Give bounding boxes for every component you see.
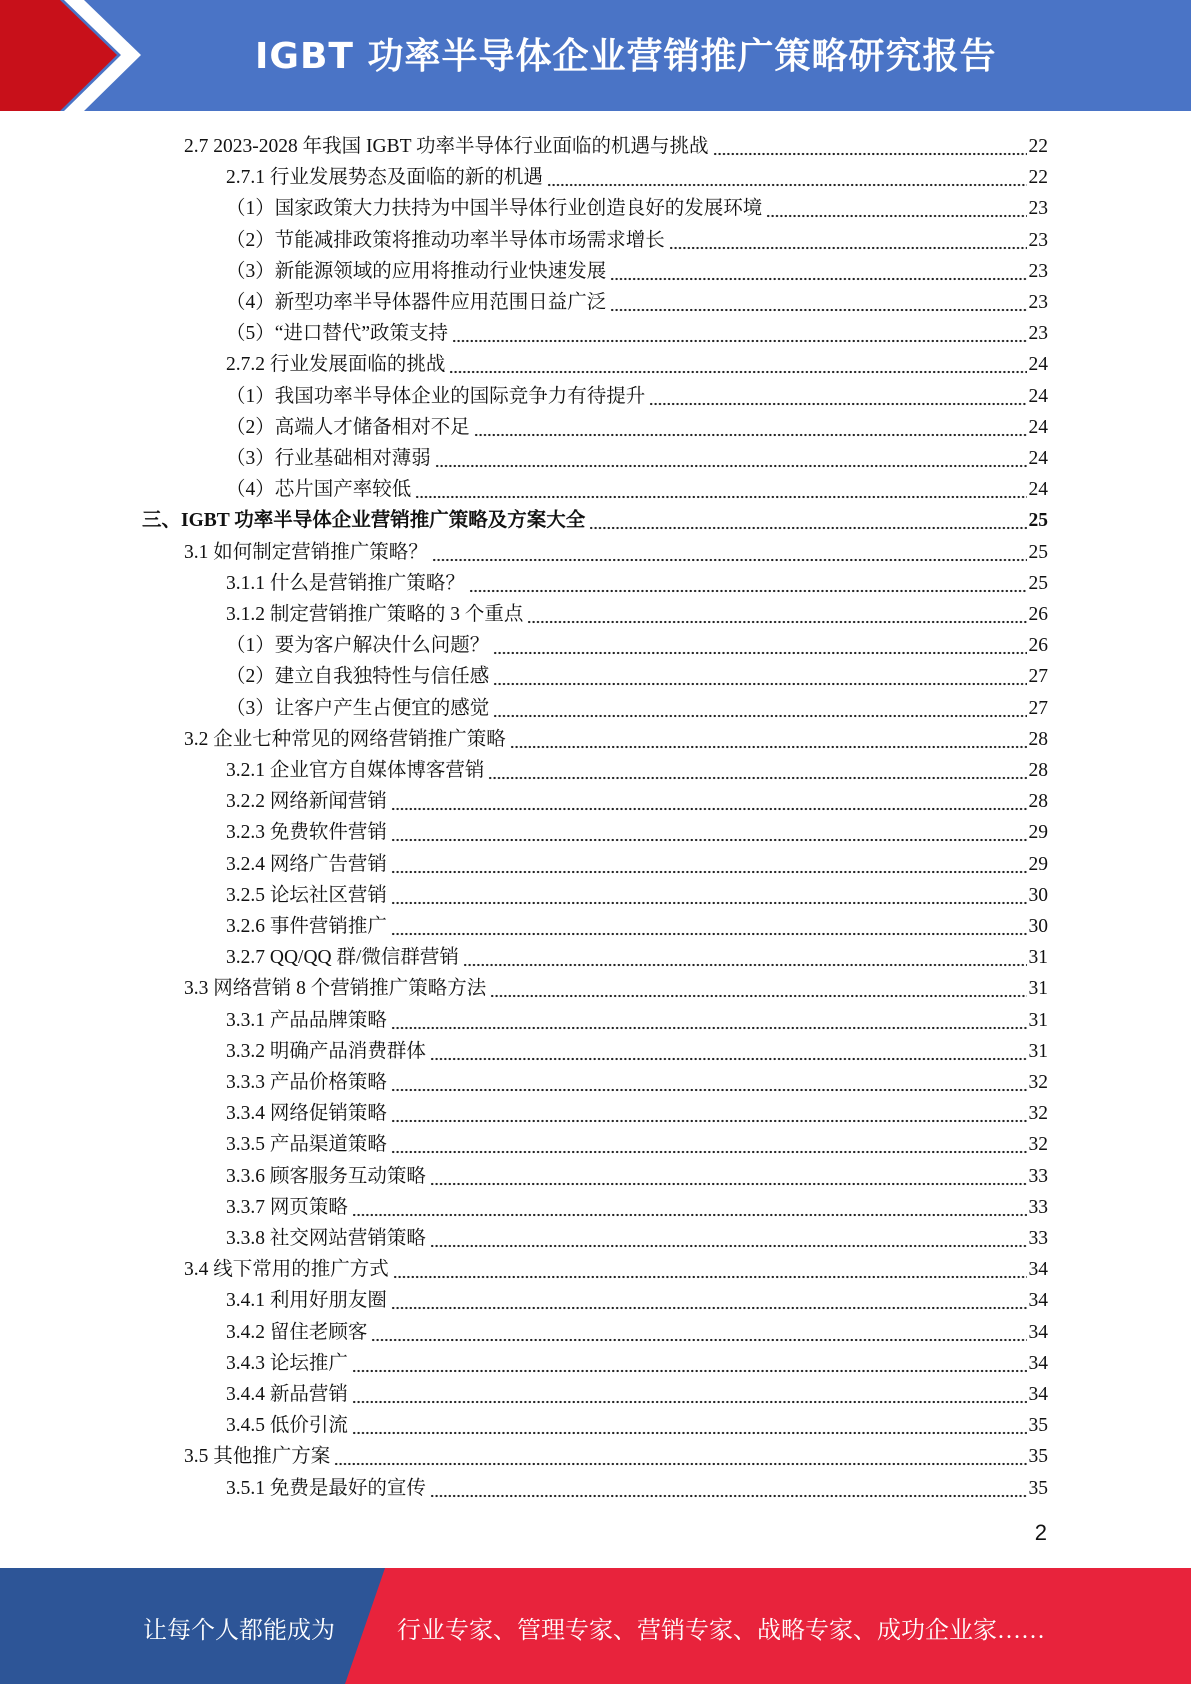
toc-entry-title: 3.3 网络营销 8 个营销推广策略方法 xyxy=(184,978,487,1000)
toc-leader-dots xyxy=(493,698,1026,718)
toc-leader-dots xyxy=(391,885,1027,905)
toc-entry-page: 25 xyxy=(1028,572,1048,594)
toc-leader-dots xyxy=(391,822,1027,842)
toc-leader-dots xyxy=(391,1134,1027,1154)
toc-leader-dots xyxy=(432,542,1027,562)
toc-leader-dots xyxy=(493,666,1026,686)
toc-entry[interactable] xyxy=(226,1282,1048,1313)
toc-entry[interactable] xyxy=(226,1064,1048,1095)
toc-entry-title: （5）“进口替代”政策支持 xyxy=(226,323,449,345)
toc-entry-title: 3.5.1 免费是最好的宣传 xyxy=(226,1477,426,1499)
toc-leader-dots xyxy=(352,1384,1027,1404)
toc-entry-page: 30 xyxy=(1028,916,1048,937)
toc-entry[interactable] xyxy=(226,1314,1048,1345)
toc-entry-page: 32 xyxy=(1028,1072,1048,1093)
toc-entry[interactable] xyxy=(226,190,1048,221)
toc-entry-title: 3.4.1 利用好朋友圈 xyxy=(226,1290,387,1312)
toc-entry-title: 3.3.2 明确产品消费群体 xyxy=(226,1040,426,1062)
toc-entry-page: 31 xyxy=(1028,978,1048,1000)
toc-entry[interactable] xyxy=(226,877,1048,908)
toc-leader-dots xyxy=(469,573,1027,593)
footer-slogan-left: 让每个人都能成为 xyxy=(143,1618,335,1644)
toc-entry-title: （2）建立自我独特性与信任感 xyxy=(226,666,490,688)
toc-entry[interactable] xyxy=(226,471,1048,502)
toc-leader-dots xyxy=(488,760,1026,780)
toc-entry-title: （4）芯片国产率较低 xyxy=(226,479,412,501)
toc-leader-dots xyxy=(713,136,1027,156)
toc-entry-title: 3.1 如何制定营销推广策略？ xyxy=(184,541,428,563)
toc-entry-title: （3）新能源领域的应用将推动行业快速发展 xyxy=(226,260,607,282)
toc-entry-page: 35 xyxy=(1028,1446,1048,1468)
toc-leader-dots xyxy=(391,1010,1027,1030)
toc-entry-page: 33 xyxy=(1028,1165,1048,1187)
toc-leader-dots xyxy=(493,635,1026,655)
toc-entry-page: 24 xyxy=(1028,354,1048,376)
toc-entry-page: 25 xyxy=(1028,510,1048,532)
toc-entry-title: 3.2 企业七种常见的网络营销推广策略 xyxy=(184,728,506,750)
toc-entry[interactable] xyxy=(226,1345,1048,1376)
toc-entry-page: 22 xyxy=(1028,136,1048,157)
toc-entry-title: （1）我国功率半导体企业的国际竞争力有待提升 xyxy=(226,385,646,407)
toc-entry[interactable] xyxy=(226,596,1048,627)
toc-entry[interactable] xyxy=(184,1438,1048,1469)
toc-entry-title: 2.7.1 行业发展势态及面临的新的机遇 xyxy=(226,167,543,189)
toc-entry-page: 23 xyxy=(1028,292,1048,313)
toc-entry-title: 3.4.5 低价引流 xyxy=(226,1415,348,1437)
toc-entry[interactable] xyxy=(226,1095,1048,1126)
toc-entry[interactable] xyxy=(226,814,1048,845)
toc-leader-dots xyxy=(474,417,1027,437)
toc-entry-title: （1）要为客户解决什么问题？ xyxy=(226,635,490,657)
toc-entry[interactable] xyxy=(226,440,1048,471)
toc-entry-page: 35 xyxy=(1028,1415,1048,1437)
toc-entry-page: 25 xyxy=(1028,541,1048,563)
toc-entry[interactable] xyxy=(184,970,1048,1001)
toc-entry-page: 34 xyxy=(1028,1259,1048,1281)
toc-entry[interactable] xyxy=(226,253,1048,284)
toc-leader-dots xyxy=(352,1197,1027,1217)
toc-entry-page: 24 xyxy=(1028,479,1048,501)
toc-leader-dots xyxy=(391,854,1027,874)
toc-entry-page: 34 xyxy=(1028,1352,1048,1374)
toc-entry-title: 3.3.4 网络促销策略 xyxy=(226,1103,387,1125)
toc-entry-page: 30 xyxy=(1028,884,1048,906)
toc-entry-page: 26 xyxy=(1028,635,1048,657)
toc-entry-page: 24 xyxy=(1028,385,1048,407)
toc-leader-dots xyxy=(391,916,1027,936)
toc-entry-page: 26 xyxy=(1028,604,1048,625)
toc-entry-title: 3.3.6 顾客服务互动策略 xyxy=(226,1165,426,1187)
toc-entry[interactable] xyxy=(184,128,1048,159)
toc-entry-page: 28 xyxy=(1028,791,1048,813)
toc-entry-title: 3.3.3 产品价格策略 xyxy=(226,1072,387,1093)
toc-entry-page: 22 xyxy=(1028,167,1048,189)
toc-entry-page: 23 xyxy=(1028,323,1048,345)
toc-entry-title: 3.4.3 论坛推广 xyxy=(226,1352,348,1374)
toc-entry[interactable] xyxy=(226,752,1048,783)
toc-leader-dots xyxy=(669,230,1027,250)
toc-entry[interactable] xyxy=(226,378,1048,409)
toc-entry[interactable] xyxy=(226,690,1048,721)
toc-entry[interactable] xyxy=(226,1126,1048,1157)
toc-entry[interactable] xyxy=(226,1002,1048,1033)
toc-leader-dots xyxy=(527,604,1026,624)
toc-leader-dots xyxy=(391,791,1027,811)
toc-entry-title: 3.4.4 新品营销 xyxy=(226,1384,348,1405)
toc-entry-title: 3.4.2 留住老顾客 xyxy=(226,1321,368,1343)
toc-entry-title: 三、IGBT 功率半导体企业营销推广策略及方案大全 xyxy=(142,510,586,532)
toc-leader-dots xyxy=(430,1166,1027,1186)
toc-leader-dots xyxy=(415,479,1026,499)
toc-entry[interactable] xyxy=(226,627,1048,658)
toc-entry[interactable] xyxy=(226,159,1048,190)
toc-leader-dots xyxy=(393,1259,1027,1279)
toc-entry[interactable] xyxy=(226,783,1048,814)
toc-leader-dots xyxy=(649,386,1026,406)
toc-entry[interactable] xyxy=(226,1158,1048,1189)
toc-entry-page: 31 xyxy=(1028,1009,1048,1031)
toc-entry-title: 3.3.8 社交网站营销策略 xyxy=(226,1228,426,1249)
toc-entry-page: 27 xyxy=(1028,697,1048,719)
toc-leader-dots xyxy=(435,448,1027,468)
toc-entry[interactable] xyxy=(184,721,1048,752)
toc-entry[interactable] xyxy=(226,1033,1048,1064)
toc-leader-dots xyxy=(391,1103,1027,1123)
toc-entry-title: 2.7.2 行业发展面临的挑战 xyxy=(226,354,446,376)
toc-entry-page: 33 xyxy=(1028,1228,1048,1249)
toc-leader-dots xyxy=(510,729,1027,749)
toc-entry-title: （3）行业基础相对薄弱 xyxy=(226,448,431,469)
toc-entry[interactable] xyxy=(184,1251,1048,1282)
toc-entry-title: 3.2.3 免费软件营销 xyxy=(226,822,387,844)
toc-entry[interactable] xyxy=(226,939,1048,970)
toc-entry-title: 3.3.1 产品品牌策略 xyxy=(226,1009,387,1031)
toc-entry[interactable] xyxy=(226,1189,1048,1220)
toc-entry-page: 31 xyxy=(1028,947,1048,969)
toc-entry[interactable] xyxy=(142,502,1048,533)
toc-entry-page: 34 xyxy=(1028,1321,1048,1343)
toc-entry-page: 34 xyxy=(1028,1384,1048,1405)
toc-entry-title: 3.3.7 网页策略 xyxy=(226,1196,348,1218)
toc-entry[interactable] xyxy=(226,222,1048,253)
toc-leader-dots xyxy=(463,947,1027,967)
page-header xyxy=(0,0,1191,111)
page-footer xyxy=(0,1568,1191,1684)
toc-entry-title: （2）高端人才储备相对不足 xyxy=(226,416,470,438)
toc-entry-page: 29 xyxy=(1028,822,1048,844)
toc-leader-dots xyxy=(610,261,1026,281)
toc-leader-dots xyxy=(391,1072,1027,1092)
header-chevron-decoration xyxy=(0,0,260,111)
toc-entry-title: 3.3.5 产品渠道策略 xyxy=(226,1134,387,1156)
report-title: IGBT 功率半导体企业营销推广策略研究报告 xyxy=(255,36,997,77)
toc-leader-dots xyxy=(766,198,1026,218)
toc-entry-page: 32 xyxy=(1028,1134,1048,1156)
toc-leader-dots xyxy=(610,292,1026,312)
toc-entry-page: 23 xyxy=(1028,198,1048,220)
toc-entry-page: 28 xyxy=(1028,760,1048,781)
toc-entry-title: 2.7 2023-2028 年我国 IGBT 功率半导体行业面临的机遇与挑战 xyxy=(184,136,709,157)
toc-entry[interactable] xyxy=(226,284,1048,315)
toc-leader-dots xyxy=(371,1322,1026,1342)
toc-entry-page: 23 xyxy=(1028,229,1048,251)
toc-entry-page: 24 xyxy=(1028,416,1048,438)
toc-entry-page: 29 xyxy=(1028,853,1048,875)
toc-entry-title: 3.2.7 QQ/QQ 群/微信群营销 xyxy=(226,947,459,969)
toc-entry-page: 24 xyxy=(1028,448,1048,469)
toc-leader-dots xyxy=(449,354,1026,374)
toc-entry-title: （1）国家政策大力扶持为中国半导体行业创造良好的发展环境 xyxy=(226,198,763,220)
toc-entry-title: 3.5 其他推广方案 xyxy=(184,1446,331,1468)
toc-entry-page: 34 xyxy=(1028,1290,1048,1312)
toc-entry[interactable] xyxy=(226,908,1048,939)
toc-leader-dots xyxy=(430,1041,1027,1061)
toc-entry-page: 31 xyxy=(1028,1040,1048,1062)
toc-entry-title: （3）让客户产生占便宜的感觉 xyxy=(226,697,490,719)
toc-leader-dots xyxy=(430,1228,1027,1248)
toc-entry-title: 3.2.1 企业官方自媒体博客营销 xyxy=(226,760,485,781)
toc-leader-dots xyxy=(490,978,1026,998)
toc-entry[interactable] xyxy=(226,346,1048,377)
toc-entry-page: 33 xyxy=(1028,1196,1048,1218)
toc-entry-title: 3.2.6 事件营销推广 xyxy=(226,916,387,937)
toc-leader-dots xyxy=(352,1353,1027,1373)
toc-entry-title: 3.2.4 网络广告营销 xyxy=(226,853,387,875)
toc-leader-dots xyxy=(589,510,1026,530)
toc-leader-dots xyxy=(391,1290,1027,1310)
toc-entry-title: 3.1.2 制定营销推广策略的 3 个重点 xyxy=(226,604,524,625)
toc-entry-title: （4）新型功率半导体器件应用范围日益广泛 xyxy=(226,292,607,313)
toc-leader-dots xyxy=(430,1478,1027,1498)
toc-entry[interactable] xyxy=(226,658,1048,689)
toc-entry-page: 27 xyxy=(1028,666,1048,688)
toc-leader-dots xyxy=(334,1446,1026,1466)
toc-entry-page: 28 xyxy=(1028,728,1048,750)
footer-slogan-right: 行业专家、管理专家、营销专家、战略专家、成功企业家…… xyxy=(397,1618,1045,1644)
page-number: 2 xyxy=(1034,1520,1047,1545)
toc-entry-page: 23 xyxy=(1028,260,1048,282)
toc-entry[interactable] xyxy=(226,565,1048,596)
toc-entry[interactable] xyxy=(226,1407,1048,1438)
toc-entry-page: 32 xyxy=(1028,1103,1048,1125)
toc-entry[interactable] xyxy=(226,1220,1048,1251)
toc-leader-dots xyxy=(547,167,1027,187)
toc-entry-title: 3.2.2 网络新闻营销 xyxy=(226,791,387,813)
toc-entry-title: 3.2.5 论坛社区营销 xyxy=(226,884,387,906)
toc-entry[interactable] xyxy=(226,1376,1048,1407)
toc-leader-dots xyxy=(352,1415,1027,1435)
toc-entry[interactable] xyxy=(226,315,1048,346)
toc-entry[interactable] xyxy=(226,846,1048,877)
toc-leader-dots xyxy=(452,323,1026,343)
toc-entry[interactable] xyxy=(226,1470,1048,1501)
toc-entry[interactable] xyxy=(226,409,1048,440)
toc-entry-title: （2）节能减排政策将推动功率半导体市场需求增长 xyxy=(226,229,665,251)
toc-entry[interactable] xyxy=(184,534,1048,565)
toc-entry-page: 35 xyxy=(1028,1477,1048,1499)
toc-entry-title: 3.1.1 什么是营销推广策略？ xyxy=(226,572,465,594)
toc-entry-title: 3.4 线下常用的推广方式 xyxy=(184,1259,389,1281)
